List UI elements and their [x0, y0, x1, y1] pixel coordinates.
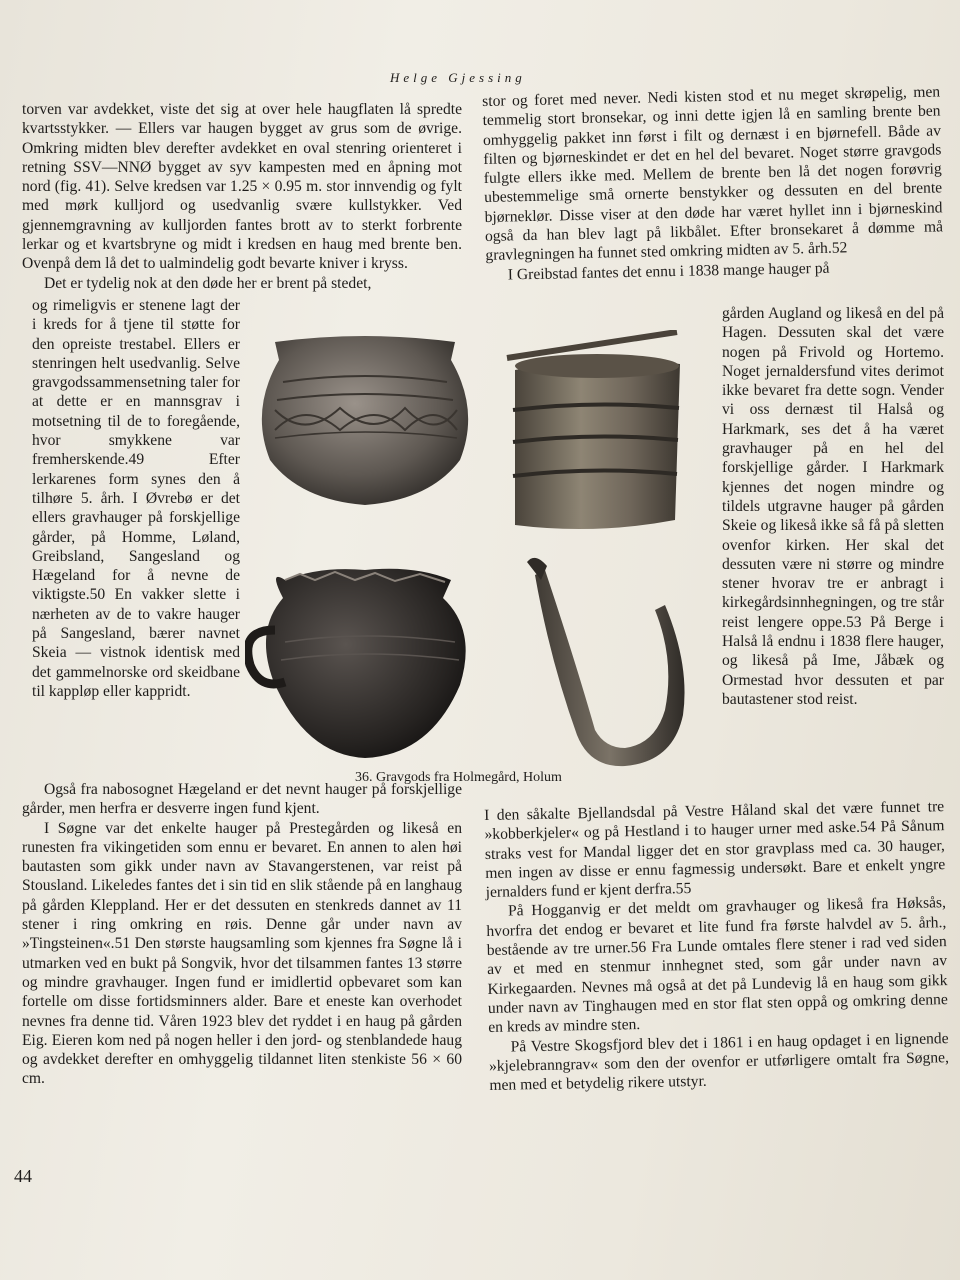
- paragraph: Også fra nabosognet Hægeland er det nevnt hauger på forskjellige gårder, men herfra er desverre ingen fund kjent.: [22, 781, 462, 818]
- left-column-top: [22, 100, 462, 293]
- paragraph: stor og foret med never. Nedi kisten stod et nu meget skrøpelig, men temmelig stort bronsekar, og inni dette igjen lå en samling brente ben omhyggelig pakket inn først i filt og dernæst i en bjørnefell. Både av filten og bjørneskindet er det en hel del bevaret. Noget større gravgods fulgte ellers ikke med. Mellem de brente ben lå det nogen forøvrig ubestemmelige små ornerte benstykker og dessuten en del brente bjørneklør. Disse viser at den døde har været hyllet inn i bjørneskind også da han blev lagt på likbålet. Efter bronsekaret å dømme må gravlegningen ha funnet sted omkring midten av 5. årh.52: [482, 83, 944, 265]
- paragraph: Det er tydelig nok at den døde her er brent på stedet,: [44, 274, 372, 292]
- handled-jug-image: [248, 569, 466, 758]
- figure-illustration: [245, 330, 710, 770]
- paragraph: torven var avdekket, viste det sig at over hele haugflaten lå spredte kvartsstykker. — Ellers var haugen bygget av grus som de øvrige. Omkring midten blev derefter avdekket en oval stenring orienteret i retning SSV—NNØ bygget av syv kampesten med en åpning mot nord (fig. 41). Selve kredsen var 1.25 × 0.95 m. stor innvendig og fylt med mørk kulljord og usedvanlig svære kullstykker. Ved gjennemgravning av kulljorden fantes brott av to sterkt forbrente lerkar og et kvartsbryne og midt i kredsen en haug med brente ben. Ovenpå dem lå det to ualmindelig godt bevarte kniver i kryss.: [22, 101, 462, 273]
- right-column-top: [482, 82, 944, 285]
- paragraph: I den såkalte Bjellandsdal på Vestre Håland skal det være funnet tre »kobberkjeler« og på Hestland i to hauger urner med aske.54 På Sånum straks vest for Mandal ligger det en stor gravplass med ca. 30 hauger, men ingen av disse er ennu fagmessig undersøkt. Bare et enkelt yngre jernalders fund er kjent derfra.55: [484, 798, 946, 902]
- right-column-narrow: [722, 304, 944, 709]
- left-column-narrow: [32, 296, 240, 701]
- right-column-bottom: [484, 797, 949, 1095]
- paragraph: I Søgne var det enkelte hauger på Prestegården og likeså en runesten fra vikingetiden som ennu er bevaret. En annen to alen høi bautasten som gikk under navn av Stavangerstenen, var reist på Stousland. Likeledes fantes det i sin tid en slik stående på en langhaug på gården Kleppland. Her er det dessuten en stenkreds dannet av 11 stener i ring omkring en røis. Denne går under navn av »Tingsteinen«.51 Den største haugsamling som kjennes fra Søgne lå i utmarken ved en bukt på Songvik, hvor det tilsammen fantes 13 større og mindre gravhauger. Ingen fund er imidlertid opbevaret som kan fortelle om disse fortidsminners alder. Bare et eneste kan overhodet nevnes fra denne tid. Våren 1923 blev det ryddet i en haug på gården Eig. Eieren kom ned på nogen heller i den jord- og stenblandede haug og avdekket derefter en omhyggelig tildannet liten stenkiste 56 × 60 cm.: [22, 819, 462, 1088]
- running-head: Helge Gjessing: [390, 70, 526, 85]
- clay-pot-image: [262, 336, 468, 505]
- paragraph: På Hogganvig er det meldt om gravhauger og likeså fra Høksås, hvorfra det endog er bevaret et lite fund fra første halvdel av 5. årh., bestående av tre urner.56 Fra Lunde omtales flere stener i rad ved siden av et med en stenmur innhegnet sted, som går under navn av Kirkegaarden. Nevnes må også at det på Lundevig lå en haug som gikk under navn av Tinghaugen med en stor flat sten oppå og omkring denne en kreds av mindre sten.: [486, 894, 948, 1037]
- paragraph: I Greibstad fantes det ennu i 1838 mange hauger på: [507, 259, 830, 284]
- paragraph: På Vestre Skogsfjord blev det i 1861 i en haug opdaget i en lignende »kjelebranngrav« som den der ovenfor er utførligere omtalt fra Søgne, men med et betydelig rikere utstyr.: [488, 1029, 950, 1095]
- paragraph: og rimeligvis er stenene lagt der i kreds for å tjene til støtte for den opreiste trestabel. Ellers er stenringen helt usedvanlig. Selve gravgodssammensetning taler for at dette er en mannsgrav i motsetning til de to foregående, hvor smykkene var fremherskende.49 Efter lerkarenes form synes den å tilhøre 5. årh. I Øvrebø er det ellers gravhauger på forskjellige gårder, på Homme, Løland, Greibsland, Sangesland og Hægeland for å nevne de viktigste.50 En vakker slette i nærheten av de to vakre hauger på Sangesland, bærer navnet Skeia — vistnok identisk med det gammelnorske ord skeidbane til kappløp eller kappridt.: [32, 297, 240, 700]
- paragraph: gården Augland og likeså en del på Hagen. Dessuten skal det være nogen på Frivold og Hortemo. Noget jernaldersfund vites derimot ikke bevaret fra dette sogn. Vender vi oss dernæst til Halså og Harkmark, ses det å ha været gravhauger på en hel del forskjellige gårder. I Harkmark kjennes det nogen mindre og tildels utgravne hauger på gården Skeie og likeså ikke så få på sletten ovenfor kirken. Her skal det dessuten være ni større og mindre stener hvorav tre er anbragt i kirkegårdsinnhegningen, og tre står reist lengere oppe.53 På Berge i Halså lå endnu i 1838 flere hauger, og likeså på Ime, Jåbæk og Ormestad hvor dessuten et par bautastener stod reist.: [722, 305, 944, 708]
- left-column-bottom: [22, 780, 462, 1089]
- iron-ring-fragment-image: [527, 558, 685, 766]
- figure-caption: 36. Gravgods fra Holmegård, Holum: [355, 770, 562, 785]
- bronze-bucket-image: [507, 332, 680, 529]
- page-number: 44: [14, 1166, 32, 1186]
- figure-grave-goods: [245, 330, 710, 770]
